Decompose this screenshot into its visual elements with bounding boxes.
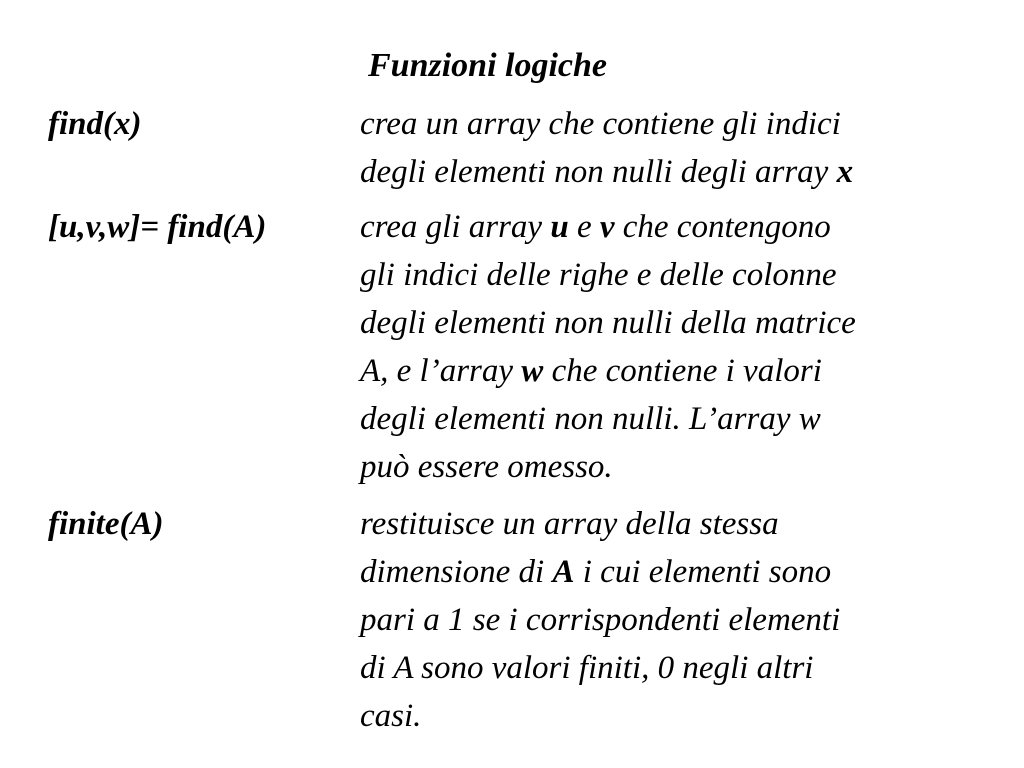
description-line: di A sono valori finiti, 0 negli altri <box>360 650 814 686</box>
description-line: A, e l’array w che contiene i valori <box>360 353 822 389</box>
slide-title: Funzioni logiche <box>368 47 608 84</box>
variable-x: x <box>836 154 854 190</box>
description-line: restituisce un array della stessa <box>360 506 779 542</box>
function-description-finite <box>360 500 840 740</box>
function-name-find: find(x) <box>48 106 142 142</box>
description-line: può essere omesso. <box>360 449 613 485</box>
description-line: crea un array che contiene gli indici <box>360 106 841 142</box>
function-description-find <box>360 100 853 196</box>
function-name-find-uvw: [u,v,w]= find(A) <box>48 209 267 245</box>
description-line: dimensione di A i cui elementi sono <box>360 554 832 590</box>
function-name-finite: finite(A) <box>48 506 164 542</box>
variable-v: v <box>599 209 615 245</box>
variable-u: u <box>550 209 569 245</box>
description-line: degli elementi non nulli degli array x <box>360 154 854 190</box>
description-line: casi. <box>360 698 422 734</box>
description-line: gli indici delle righe e delle colonne <box>360 257 837 293</box>
description-line: crea gli array u e v che contengono <box>360 209 831 245</box>
description-line: pari a 1 se i corrispondenti elementi <box>360 602 841 638</box>
description-line: degli elementi non nulli. L’array w <box>360 401 821 437</box>
variable-A: A <box>552 554 575 590</box>
function-description-find-uvw <box>360 203 856 491</box>
variable-w: w <box>521 353 544 389</box>
description-line: degli elementi non nulli della matrice <box>360 305 856 341</box>
